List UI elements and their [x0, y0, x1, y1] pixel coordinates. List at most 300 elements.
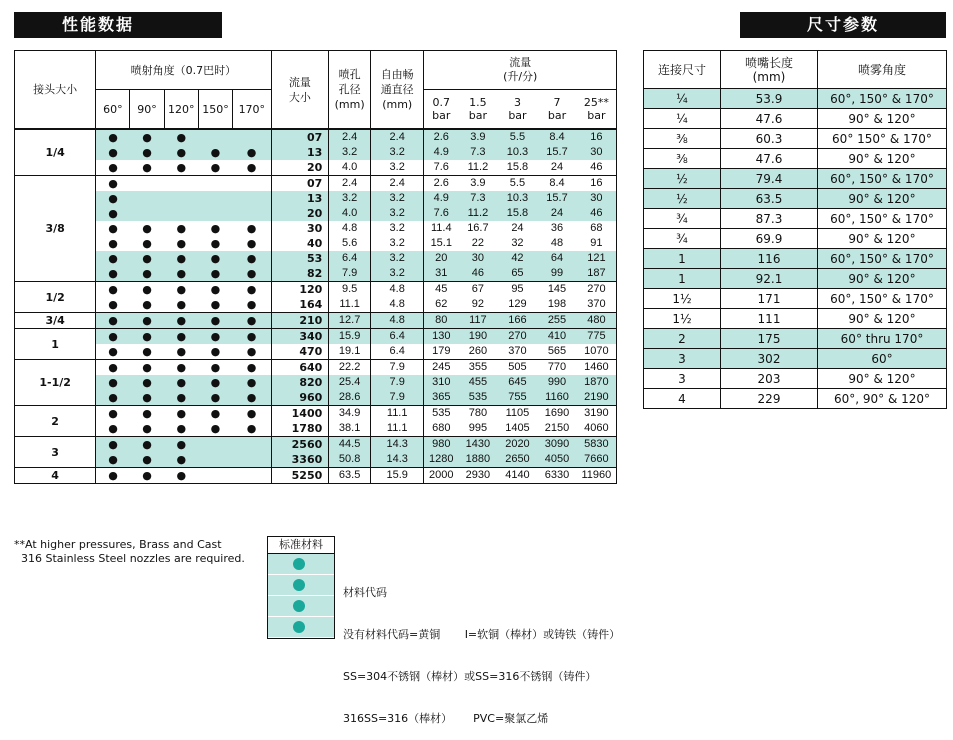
dot-icon: ●	[96, 191, 130, 206]
flow-value: 24	[537, 206, 577, 221]
material-code-title: 材料代码	[343, 586, 387, 599]
passage-value: 7.9	[370, 375, 423, 390]
material-codes	[343, 558, 620, 740]
orifice-value: 25.4	[329, 375, 371, 390]
flow-value: 36	[550, 222, 564, 234]
passage-value: 14.3	[370, 437, 423, 453]
dot-icon: ●	[210, 222, 221, 235]
flow-value: 755	[498, 390, 538, 406]
dims-col-header: 喷嘴长度 (mm)	[721, 51, 818, 89]
dot-icon: ●	[233, 266, 272, 282]
passage-value: 3.2	[370, 266, 423, 282]
table-row	[15, 297, 617, 313]
connection-size: 3	[644, 349, 721, 369]
table-row	[15, 282, 617, 298]
dot-icon: ●	[96, 452, 130, 468]
flow-value: 2.6	[424, 176, 458, 192]
dims-row	[644, 129, 947, 149]
empty-cell	[233, 437, 272, 453]
flow-value: 780	[458, 406, 498, 422]
flow-value: 370	[508, 345, 527, 357]
dot-icon: ●	[164, 437, 198, 453]
dot-icon: ●	[176, 161, 187, 174]
pressure-col-header: 1.5 bar	[458, 90, 498, 130]
flow-value: 130	[424, 329, 458, 345]
flow-value: 198	[547, 298, 567, 310]
flow-value: 245	[424, 360, 458, 376]
dot-icon: ●	[96, 251, 130, 266]
flow-value: 990	[537, 375, 577, 390]
dot-icon: ●	[96, 329, 130, 345]
flow-value: 5.5	[498, 176, 538, 192]
flow-value: 15.7	[537, 191, 577, 206]
connection-size: ¼	[644, 89, 721, 109]
spray-angle: 90° & 120°	[818, 149, 947, 169]
connector-size: 3/4	[15, 313, 96, 329]
dot-icon: ●	[96, 282, 130, 298]
passage-value: 4.8	[370, 313, 423, 329]
spray-angle: 60°, 150° & 170°	[818, 209, 947, 229]
flow-value: 16	[577, 129, 617, 145]
connector-size: 2	[15, 406, 96, 437]
flow-value: 5.5	[498, 129, 538, 145]
empty-cell	[233, 468, 272, 484]
flow-value: 3190	[577, 406, 617, 422]
flow-value: 2000	[424, 468, 458, 484]
connector-size: 1/2	[15, 282, 96, 313]
connector-size: 1	[15, 329, 96, 360]
dims-row	[644, 149, 947, 169]
dot-icon: ●	[164, 129, 198, 145]
spray-angle: 60°, 150° & 170°	[818, 89, 947, 109]
pressure-col-header: 0.7 bar	[424, 90, 458, 130]
passage-value: 3.2	[370, 236, 423, 251]
flow-value: 45	[424, 282, 458, 298]
flow-size: 164	[271, 297, 329, 313]
spray-angle: 90° & 120°	[818, 189, 947, 209]
flow-value: 16.7	[467, 222, 489, 234]
dot-icon: ●	[210, 161, 221, 174]
flow-value: 7.6	[433, 161, 449, 173]
dot-icon: ●	[108, 345, 118, 358]
flow-value: 7.3	[458, 145, 498, 160]
orifice-value: 63.5	[329, 468, 371, 484]
flow-value: 2150	[544, 422, 570, 434]
dims-row	[644, 289, 947, 309]
passage-value: 6.4	[370, 344, 423, 360]
dot-icon: ●	[164, 452, 198, 468]
connector-size: 3/8	[15, 176, 96, 282]
flow-value: 99	[537, 266, 577, 282]
empty-cell	[198, 176, 232, 192]
flow-value: 92	[471, 298, 485, 310]
dims-row	[644, 169, 947, 189]
dot-icon: ●	[233, 236, 272, 251]
passage-value: 7.9	[370, 390, 423, 406]
spray-angle: 60°, 90° & 120°	[818, 389, 947, 409]
orifice-value: 28.6	[329, 390, 371, 406]
connector-size-header: 接头大小	[15, 51, 96, 130]
flow-value: 11.2	[467, 161, 489, 173]
flow-value: 68	[577, 221, 617, 236]
flow-value: 480	[577, 313, 617, 329]
flow-size: 07	[271, 129, 329, 145]
dot-icon: ●	[233, 421, 272, 437]
flow-value: 4.9	[424, 145, 458, 160]
dims-row	[644, 249, 947, 269]
orifice-header: 喷孔 孔径 (mm)	[329, 51, 371, 130]
flow-size: 13	[271, 145, 329, 160]
dot-icon: ●	[142, 345, 152, 358]
empty-cell	[164, 176, 198, 192]
orifice-value: 44.5	[329, 437, 371, 453]
dims-row	[644, 189, 947, 209]
connector-size: 3	[15, 437, 96, 468]
dot-icon: ●	[130, 452, 164, 468]
dot-icon: ●	[96, 360, 130, 376]
orifice-value: 50.8	[329, 452, 371, 468]
dot-icon: ●	[108, 222, 118, 235]
dot-icon: ●	[176, 422, 187, 435]
passage-value: 14.3	[370, 452, 423, 468]
nozzle-length: 111	[721, 309, 818, 329]
dot-icon: ●	[130, 406, 164, 422]
dims-row	[644, 329, 947, 349]
dot-icon: ●	[130, 266, 164, 282]
nozzle-length: 175	[721, 329, 818, 349]
nozzle-length: 79.4	[721, 169, 818, 189]
dot-icon: ●	[96, 129, 130, 145]
connection-size: ¾	[644, 229, 721, 249]
orifice-value: 3.2	[329, 191, 371, 206]
dot-icon: ●	[233, 145, 272, 160]
flow-value: 2930	[458, 468, 498, 484]
pressure-col-header: 7 bar	[537, 90, 577, 130]
dot-icon: ●	[198, 266, 232, 282]
flow-size: 5250	[271, 468, 329, 484]
passage-value: 7.9	[370, 360, 423, 376]
flow-value: 8.4	[537, 176, 577, 192]
flow-value: 4050	[537, 452, 577, 468]
empty-cell	[233, 206, 272, 221]
table-row	[15, 221, 617, 236]
spray-angle: 90° & 120°	[818, 269, 947, 289]
passage-value: 3.2	[370, 145, 423, 160]
spray-angle-header: 喷射角度（0.7巴时）	[96, 51, 271, 90]
pressure-col-header: 25** bar	[577, 90, 617, 130]
connection-size: 1	[644, 249, 721, 269]
passage-value: 4.8	[370, 297, 423, 313]
nozzle-length: 69.9	[721, 229, 818, 249]
flow-value: 5830	[577, 437, 617, 453]
flow-value: 179	[432, 345, 451, 357]
table-row	[15, 266, 617, 282]
connection-size: ½	[644, 189, 721, 209]
flow-size: 40	[271, 236, 329, 251]
flow-size: 82	[271, 266, 329, 282]
table-row	[15, 329, 617, 345]
dims-row	[644, 209, 947, 229]
dot-icon: ●	[198, 375, 232, 390]
orifice-value: 9.5	[329, 282, 371, 298]
flow-value: 2.6	[424, 129, 458, 145]
flow-value: 11.2	[458, 206, 498, 221]
orifice-value: 22.2	[329, 360, 371, 376]
flow-value: 7.3	[458, 191, 498, 206]
connection-size: ¼	[644, 109, 721, 129]
empty-cell	[233, 452, 272, 468]
flow-value: 48	[550, 237, 564, 249]
table-row	[15, 360, 617, 376]
flow-value: 365	[424, 390, 458, 406]
dot-icon: ●	[130, 329, 164, 345]
angle-col-header: 120°	[164, 90, 198, 130]
flow-value: 11960	[577, 468, 617, 484]
table-row	[15, 176, 617, 192]
dot-icon: ●	[96, 145, 130, 160]
flow-value: 30	[577, 191, 617, 206]
nozzle-length: 47.6	[721, 109, 818, 129]
dot-icon: ●	[164, 313, 198, 329]
table-row	[15, 313, 617, 329]
dot-icon: ●	[130, 375, 164, 390]
empty-cell	[198, 437, 232, 453]
flow-size: 1780	[271, 421, 329, 437]
material-dot-icon	[268, 575, 334, 596]
empty-cell	[233, 129, 272, 145]
orifice-value: 4.0	[329, 160, 371, 176]
flow-value: 46	[577, 160, 617, 176]
dot-icon: ●	[96, 468, 130, 484]
pressure-footnote: **At higher pressures, Brass and Cast 316 Stainless Steel nozzles are required.	[14, 538, 245, 565]
dot-icon: ●	[164, 251, 198, 266]
performance-data-title: 性能数据	[14, 12, 222, 38]
dot-icon: ●	[108, 422, 118, 435]
dot-icon: ●	[96, 176, 130, 192]
orifice-value: 12.7	[329, 313, 371, 329]
connection-size: 1½	[644, 289, 721, 309]
dot-icon: ●	[142, 298, 152, 311]
connection-size: 1	[644, 269, 721, 289]
table-row	[15, 145, 617, 160]
flow-value: 535	[458, 390, 498, 406]
empty-cell	[198, 452, 232, 468]
passage-value: 3.2	[370, 251, 423, 266]
flow-value: 355	[458, 360, 498, 376]
dims-row	[644, 269, 947, 289]
flow-size: 2560	[271, 437, 329, 453]
table-row	[15, 206, 617, 221]
flow-value: 1430	[458, 437, 498, 453]
nozzle-length: 171	[721, 289, 818, 309]
dot-icon: ●	[130, 145, 164, 160]
material-code-line: 316SS=316（棒材） PVC=聚氯乙烯	[343, 712, 549, 725]
flow-value: 270	[498, 329, 538, 345]
spray-angle: 60°, 150° & 170°	[818, 249, 947, 269]
dot-icon: ●	[176, 237, 187, 250]
flow-value: 8.4	[537, 129, 577, 145]
dot-icon: ●	[233, 375, 272, 390]
orifice-value: 11.1	[329, 297, 371, 313]
dot-icon: ●	[233, 390, 272, 406]
material-dot-icon	[268, 617, 334, 638]
flow-value: 24	[511, 222, 524, 234]
empty-cell	[198, 129, 232, 145]
flow-value: 67	[458, 282, 498, 298]
flow-value: 310	[424, 375, 458, 390]
flow-value: 46	[458, 266, 498, 282]
angle-col-header: 60°	[96, 90, 130, 130]
dot-icon: ●	[233, 344, 272, 360]
nozzle-length: 53.9	[721, 89, 818, 109]
dot-icon: ●	[164, 406, 198, 422]
flow-value: 260	[468, 345, 488, 357]
dot-icon: ●	[233, 221, 272, 236]
standard-material-label: 标准材料	[268, 537, 334, 554]
flow-size: 13	[271, 191, 329, 206]
spray-angle: 60°, 150° & 170°	[818, 289, 947, 309]
connector-size: 1-1/2	[15, 360, 96, 406]
flow-value: 62	[435, 298, 448, 310]
table-row	[15, 191, 617, 206]
flow-size: 07	[271, 176, 329, 192]
flow-size: 20	[271, 206, 329, 221]
passage-value: 11.1	[370, 421, 423, 437]
orifice-value: 4.0	[329, 206, 371, 221]
flow-value: 980	[424, 437, 458, 453]
dot-icon: ●	[164, 360, 198, 376]
flow-value: 16	[577, 176, 617, 192]
flow-value: 22	[471, 237, 485, 249]
dot-icon: ●	[198, 329, 232, 345]
spray-angle: 60°, 150° & 170°	[818, 169, 947, 189]
connection-size: 2	[644, 329, 721, 349]
flow-size: 120	[271, 282, 329, 298]
flow-value: 145	[537, 282, 577, 298]
dot-icon: ●	[176, 345, 187, 358]
flow-value: 3.9	[458, 129, 498, 145]
dims-row	[644, 369, 947, 389]
dimensions-table	[643, 50, 947, 409]
dot-icon: ●	[130, 313, 164, 329]
flow-value: 24	[550, 161, 564, 173]
flow-value: 15.8	[506, 161, 529, 173]
flow-value: 91	[577, 236, 617, 251]
passage-value: 2.4	[370, 176, 423, 192]
passage-value: 11.1	[370, 406, 423, 422]
spray-angle: 60°	[818, 349, 947, 369]
passage-value: 4.8	[370, 282, 423, 298]
table-row	[15, 251, 617, 266]
table-row	[15, 468, 617, 484]
dot-icon: ●	[96, 313, 130, 329]
orifice-value: 2.4	[329, 129, 371, 145]
passage-value: 3.2	[370, 206, 423, 221]
connection-size: ⅜	[644, 149, 721, 169]
dot-icon: ●	[198, 282, 232, 298]
flow-value: 30	[458, 251, 498, 266]
dot-icon: ●	[198, 251, 232, 266]
dot-icon: ●	[130, 360, 164, 376]
spray-angle: 60° 150° & 170°	[818, 129, 947, 149]
empty-cell	[130, 176, 164, 192]
flow-value: 4060	[577, 421, 617, 437]
connector-size: 1/4	[15, 129, 96, 176]
flow-value: 117	[458, 313, 498, 329]
nozzle-length: 87.3	[721, 209, 818, 229]
orifice-value: 34.9	[329, 406, 371, 422]
dot-icon: ●	[210, 298, 221, 311]
flow-value: 370	[577, 297, 617, 313]
dot-icon: ●	[142, 222, 152, 235]
dot-icon: ●	[96, 375, 130, 390]
flow-value: 680	[432, 422, 451, 434]
flow-size: 340	[271, 329, 329, 345]
dims-row	[644, 309, 947, 329]
flow-value: 1160	[537, 390, 577, 406]
dot-icon: ●	[210, 345, 221, 358]
flow-value: 7.6	[424, 206, 458, 221]
flow-value: 15.7	[537, 145, 577, 160]
orifice-value: 7.9	[329, 266, 371, 282]
dot-icon: ●	[164, 266, 198, 282]
angle-col-header: 150°	[198, 90, 232, 130]
flow-value: 770	[537, 360, 577, 376]
dot-icon: ●	[176, 298, 187, 311]
dot-icon: ●	[198, 390, 232, 406]
orifice-value: 3.2	[329, 145, 371, 160]
dot-icon: ●	[210, 422, 221, 435]
passage-value: 3.2	[370, 221, 423, 236]
flow-size: 210	[271, 313, 329, 329]
flow-size: 1400	[271, 406, 329, 422]
angle-col-header: 90°	[130, 90, 164, 130]
flow-value: 1070	[577, 344, 617, 360]
dot-icon: ●	[164, 145, 198, 160]
flow-value: 15.8	[498, 206, 538, 221]
dot-icon: ●	[198, 145, 232, 160]
flow-value: 20	[424, 251, 458, 266]
flow-size-header: 流量 大小	[271, 51, 329, 130]
flow-value: 255	[537, 313, 577, 329]
empty-cell	[130, 191, 164, 206]
table-row	[15, 236, 617, 251]
dot-icon: ●	[233, 282, 272, 298]
flow-value: 775	[577, 329, 617, 345]
connection-size: ¾	[644, 209, 721, 229]
orifice-value: 2.4	[329, 176, 371, 192]
material-code-line: SS=304不锈钢（棒材）或SS=316不锈钢（铸件）	[343, 670, 597, 683]
dot-icon: ●	[142, 161, 152, 174]
dot-icon: ●	[108, 237, 118, 250]
flow-value: 505	[498, 360, 538, 376]
dot-icon: ●	[142, 237, 152, 250]
nozzle-length: 47.6	[721, 149, 818, 169]
table-row	[15, 406, 617, 422]
connection-size: ½	[644, 169, 721, 189]
dot-icon: ●	[96, 266, 130, 282]
connection-size: 3	[644, 369, 721, 389]
dot-icon: ●	[130, 282, 164, 298]
orifice-value: 4.8	[329, 221, 371, 236]
table-row	[15, 452, 617, 468]
flow-size: 470	[271, 344, 329, 360]
dot-icon: ●	[130, 251, 164, 266]
empty-cell	[130, 206, 164, 221]
nozzle-length: 302	[721, 349, 818, 369]
dims-row	[644, 89, 947, 109]
flow-value: 410	[537, 329, 577, 345]
